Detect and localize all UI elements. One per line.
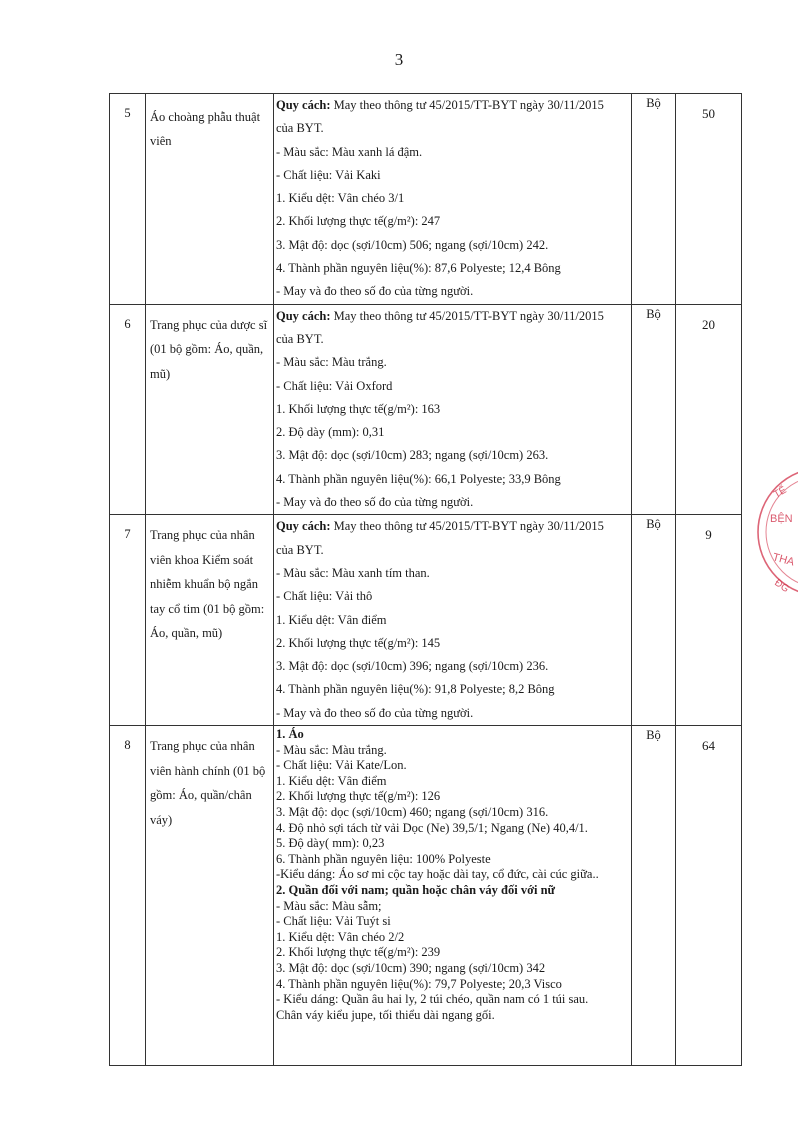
spec-line: 3. Mật độ: dọc (sợi/10cm) 390; ngang (sợi/10cm) 342 [276, 960, 546, 975]
quantity-cell: 20 [676, 304, 742, 515]
page-number: 3 [394, 50, 404, 69]
item-name-cell: Trang phục của nhân viên hành chính (01 bộ gồm: Áo, quần/chân váy) [146, 726, 274, 1066]
spec-line: 2. Khối lượng thực tế(g/m²): 239 [276, 945, 441, 960]
spec-line: - Màu sắc: Màu xanh lá đậm. [276, 144, 423, 159]
unit-cell: Bộ [632, 515, 676, 726]
spec-line: - Chất liệu: Vải Oxford [276, 378, 393, 393]
item-name-cell: Trang phục của nhân viên khoa Kiểm soát nhiễm khuẩn bộ ngắn tay cổ tim (01 bộ gồm: Áo, quần, mũ) [146, 515, 274, 726]
quantity-cell: 64 [676, 726, 742, 1066]
section-title: 1. Áo [276, 727, 304, 742]
spec-intro: May theo thông tư 45/2015/TT-BYT ngày 30/11/2015 [330, 98, 604, 112]
spec-line: 2. Khối lượng thực tế(g/m²): 145 [276, 635, 441, 650]
specification-cell [274, 726, 632, 1066]
spec-line: 4. Thành phần nguyên liệu(%): 79,7 Polyeste; 20,3 Visco [276, 976, 562, 991]
spec-line: 1. Khối lượng thực tế(g/m²): 163 [276, 401, 441, 416]
spec-line: - Màu sắc: Màu trắng. [276, 742, 387, 757]
spec-line: - Chất liệu: Vải thô [276, 589, 373, 604]
unit-cell: Bộ [632, 94, 676, 305]
quantity-cell: 50 [676, 94, 742, 305]
spec-line: 5. Độ dày( mm): 0,23 [276, 836, 385, 851]
hospital-stamp [752, 452, 798, 612]
spec-label: Quy cách: [276, 98, 331, 112]
row-number-cell: 7 [110, 515, 146, 726]
table-row [110, 94, 742, 305]
spec-line: 1. Kiểu dệt: Vân chéo 3/1 [276, 191, 405, 206]
spec-line: 3. Mật độ: dọc (sợi/10cm) 283; ngang (sợi/10cm) 263. [276, 448, 549, 463]
item-name-cell: Áo choàng phẫu thuật viên [146, 94, 274, 305]
svg-text:BỆN: BỆN [770, 513, 793, 525]
row-number-cell: 6 [110, 304, 146, 515]
spec-line: - May và đo theo số đo của từng người. [276, 705, 474, 720]
spec-line: 4. Độ nhỏ sợi tách từ vải Dọc (Ne) 39,5/1; Ngang (Ne) 40,4/1. [276, 820, 588, 835]
specification-cell [274, 94, 632, 305]
spec-line: -Kiểu dáng: Áo sơ mi cộc tay hoặc dài tay, cổ đức, cài cúc giữa.. [276, 867, 599, 882]
table-row [110, 726, 742, 1066]
unit-cell: Bộ [632, 726, 676, 1066]
spec-line: - Màu sắc: Màu xanh tím than. [276, 565, 430, 580]
specification-table [109, 93, 742, 1066]
spec-line: - Chất liệu: Vải Kate/Lon. [276, 758, 407, 773]
section-title: 2. Quần đối với nam; quần hoặc chân váy đối với nữ [276, 882, 556, 897]
unit-cell: Bộ [632, 304, 676, 515]
spec-line: - Màu sắc: Màu sẫm; [276, 898, 382, 913]
spec-line: 2. Khối lượng thực tế(g/m²): 247 [276, 214, 441, 229]
spec-line: của BYT. [276, 331, 324, 346]
spec-line: - Chất liệu: Vải Kaki [276, 167, 381, 182]
spec-line: 1. Kiểu dệt: Vân điểm [276, 612, 387, 627]
quantity-cell: 9 [676, 515, 742, 726]
spec-intro: May theo thông tư 45/2015/TT-BYT ngày 30/11/2015 [330, 308, 604, 323]
spec-line: của BYT. [276, 121, 324, 136]
spec-line: - Màu sắc: Màu trắng. [276, 355, 387, 370]
svg-text:TẾ: TẾ [772, 484, 789, 501]
spec-line: - May và đo theo số đo của từng người. [276, 284, 474, 299]
spec-label: Quy cách: [276, 519, 331, 534]
spec-line: 4. Thành phần nguyên liệu(%): 66,1 Polyeste; 33,9 Bông [276, 471, 561, 486]
spec-label: Quy cách: [276, 308, 331, 323]
spec-line: 1. Kiểu dệt: Vân điểm [276, 773, 387, 788]
specification-cell [274, 304, 632, 515]
spec-line: 2. Độ dày (mm): 0,31 [276, 425, 385, 440]
spec-line: 3. Mật độ: dọc (sợi/10cm) 506; ngang (sợi/10cm) 242. [276, 237, 549, 252]
svg-text:THA: THA [771, 551, 796, 569]
spec-line: 4. Thành phần nguyên liệu(%): 87,6 Polyeste; 12,4 Bông [276, 261, 561, 276]
spec-line: 2. Khối lượng thực tế(g/m²): 126 [276, 789, 441, 804]
spec-intro: May theo thông tư 45/2015/TT-BYT ngày 30/11/2015 [330, 519, 604, 534]
spec-line: 6. Thành phần nguyên liệu: 100% Polyeste [276, 851, 491, 866]
item-name-cell: Trang phục của dược sĩ (01 bộ gồm: Áo, quần, mũ) [146, 304, 274, 515]
row-number-cell: 8 [110, 726, 146, 1066]
specification-cell [274, 515, 632, 726]
spec-line: - Kiểu dáng: Quần âu hai ly, 2 túi chéo, quần nam có 1 túi sau. [276, 992, 589, 1007]
table-row [110, 515, 742, 726]
table-row [110, 304, 742, 515]
spec-line: 3. Mật độ: dọc (sợi/10cm) 460; ngang (sợi/10cm) 316. [276, 804, 549, 819]
spec-line: 3. Mật độ: dọc (sợi/10cm) 396; ngang (sợi/10cm) 236. [276, 659, 549, 674]
svg-text:ĐG: ĐG [772, 577, 791, 596]
spec-line: 1. Kiểu dệt: Vân chéo 2/2 [276, 929, 405, 944]
spec-line: của BYT. [276, 542, 324, 557]
spec-line: - Chất liệu: Vải Tuýt si [276, 914, 391, 929]
spec-line: Chân váy kiểu jupe, tối thiểu dài ngang gối. [276, 1007, 495, 1022]
spec-line: - May và đo theo số đo của từng người. [276, 495, 474, 510]
spec-line: 4. Thành phần nguyên liệu(%): 91,8 Polyeste; 8,2 Bông [276, 682, 555, 697]
row-number-cell: 5 [110, 94, 146, 305]
